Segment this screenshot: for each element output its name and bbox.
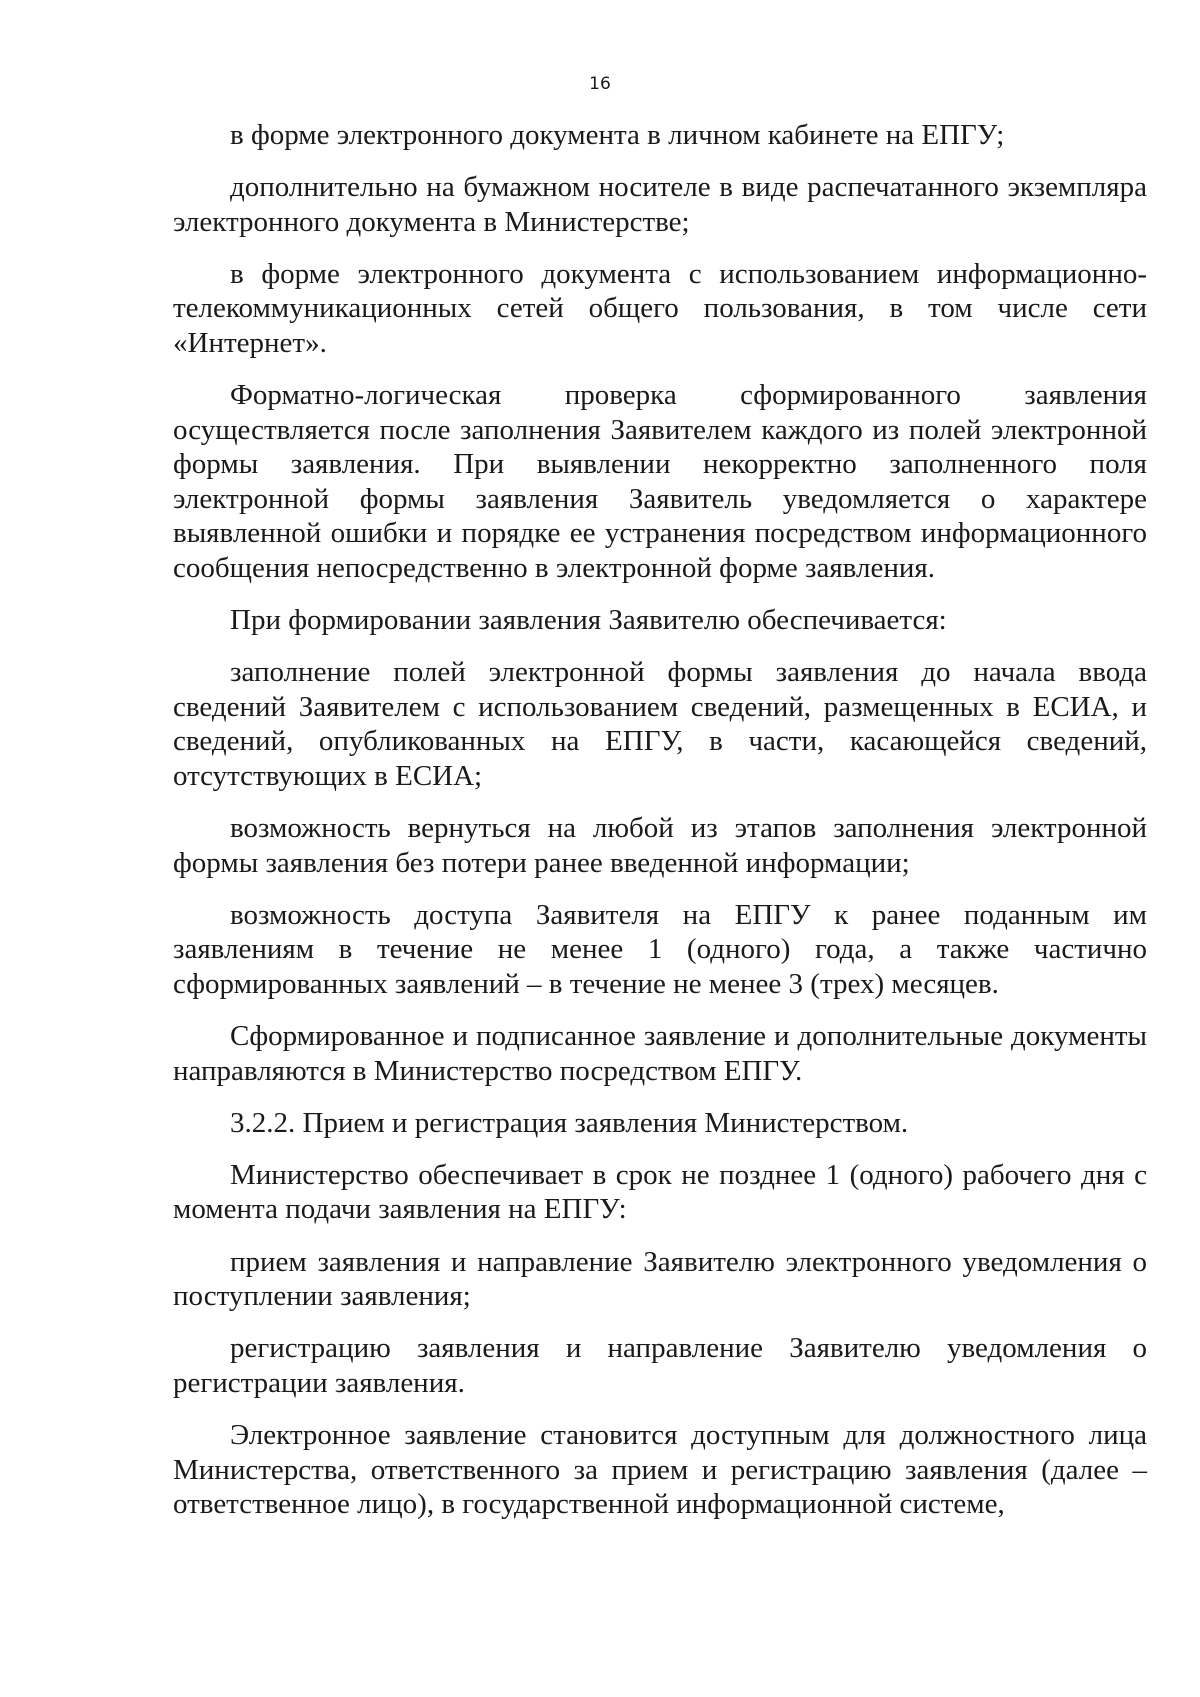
paragraph-receipt-notice: прием заявления и направление Заявителю электронного уведомления о поступлении заявления; bbox=[173, 1245, 1147, 1313]
section-heading-3-2-2: 3.2.2. Прием и регистрация заявления Министерством. bbox=[230, 1106, 909, 1139]
paragraph-registration-notice: регистрацию заявления и направление Заявителю уведомления о регистрации заявления. bbox=[173, 1332, 1147, 1399]
paragraph-epgu-cabinet: в форме электронного документа в личном кабинете на ЕПГУ; bbox=[230, 119, 1005, 151]
paragraph-format-check: Форматно-логическая проверка сформированного заявления осуществляется после заполнения Заявителем каждого из полей электронной формы заявления. При выявлении некорректно заполненного поля электронной формы заявления Заявитель уведомляется о характере выявленной ошибки и порядке ее устранения посредством информационного сообщения непосредственно в электронной форме заявления. bbox=[173, 379, 1147, 585]
paragraph-provided: При формировании заявления Заявителю обеспечивается: bbox=[230, 604, 947, 637]
paragraph-access-history: возможность доступа Заявителя на ЕПГУ к ранее поданным им заявлениям в течение не менее 1 (одного) года, а также частично сформированных заявлений – в течение не менее 3 (трех) месяцев. bbox=[173, 898, 1147, 1000]
paragraph-submission: Сформированное и подписанное заявление и дополнительные документы направляются в Министерство посредством ЕПГУ. bbox=[173, 1020, 1147, 1087]
paragraph-return-step: возможность вернуться на любой из этапов заполнения электронной формы заявления без потери ранее введенной информации; bbox=[173, 812, 1147, 879]
paragraph-paper-copy: дополнительно на бумажном носителе в виде распечатанного экземпляра электронного документа в Министерстве; bbox=[173, 171, 1147, 238]
page-number: 16 bbox=[589, 74, 611, 94]
paragraph-responsible-person: Электронное заявление становится доступным для должностного лица Министерства, ответственного за прием и регистрацию заявления (далее – ответственное лицо), в государственной информационной системе, bbox=[173, 1418, 1147, 1521]
document-body bbox=[173, 118, 1147, 1522]
paragraph-ministry-deadline: Министерство обеспечивает в срок не позднее 1 (одного) рабочего дня с момента подачи заявления на ЕПГУ: bbox=[173, 1158, 1147, 1226]
paragraph-internet: в форме электронного документа с использованием информационно-телекоммуникационных сетей общего пользования, в том числе сети «Интернет». bbox=[173, 257, 1147, 359]
paragraph-autofill: заполнение полей электронной формы заявления до начала ввода сведений Заявителем с использованием сведений, размещенных в ЕСИА, и сведений, опубликованных на ЕПГУ, в части, касающейся сведений, отсутствующих в ЕСИА; bbox=[173, 656, 1147, 792]
